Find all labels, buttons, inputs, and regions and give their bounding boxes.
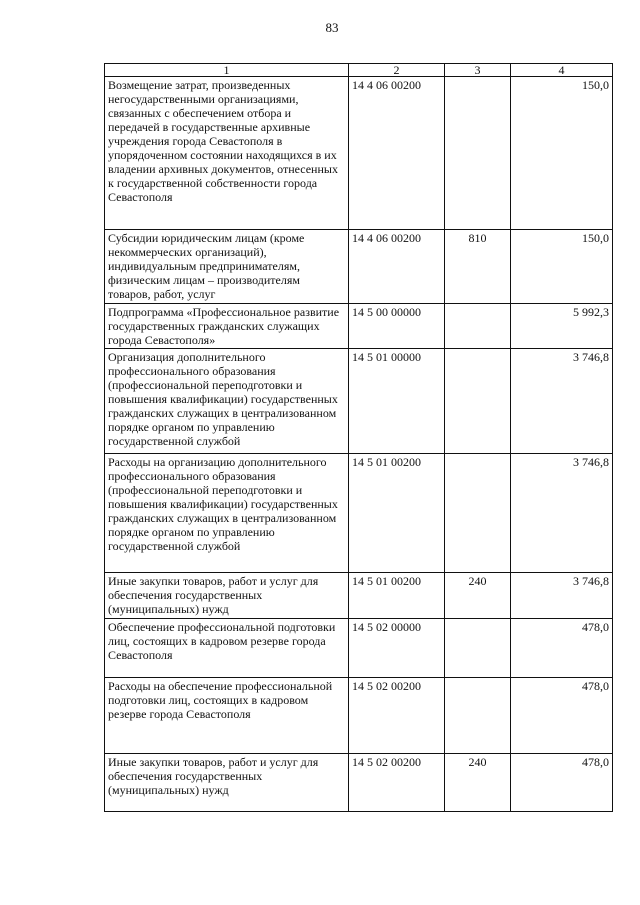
row-name: Иные закупки товаров, работ и услуг для обеспечения государственных (муниципальных) нужд	[105, 573, 349, 619]
row-sum: 3 746,8	[511, 573, 613, 619]
row-kvr: 810	[445, 230, 511, 304]
row-kvr	[445, 619, 511, 678]
row-sum: 478,0	[511, 619, 613, 678]
table-row	[105, 754, 613, 812]
row-kvr: 240	[445, 754, 511, 812]
row-name: Возмещение затрат, произведенных негосударственными организациями, связанных с обеспечением отбора и передачей в государственные архивные учреждения города Севастополя в упорядоченном состоянии находящихся в их владении архивных документов, отнесенных к государственной собственности города Севастополя	[105, 77, 349, 230]
row-code: 14 4 06 00200	[349, 77, 445, 230]
row-sum: 150,0	[511, 230, 613, 304]
table-row	[105, 573, 613, 619]
table-header-row	[105, 64, 613, 77]
row-kvr	[445, 77, 511, 230]
table-row	[105, 304, 613, 349]
column-header: 2	[349, 64, 445, 77]
row-kvr	[445, 678, 511, 754]
column-header: 1	[105, 64, 349, 77]
row-sum: 3 746,8	[511, 349, 613, 454]
row-name: Расходы на обеспечение профессиональной подготовки лиц, состоящих в кадровом резерве города Севастополя	[105, 678, 349, 754]
row-code: 14 5 02 00200	[349, 678, 445, 754]
row-kvr	[445, 304, 511, 349]
row-name: Организация дополнительного профессионального образования (профессиональной переподготовки и повышения квалификации) государственных гражданских служащих в централизованном порядке органом по управлению государственной службой	[105, 349, 349, 454]
row-sum: 150,0	[511, 77, 613, 230]
page-number: 83	[325, 20, 339, 35]
row-code: 14 5 02 00000	[349, 619, 445, 678]
budget-table	[104, 63, 613, 812]
row-kvr	[445, 454, 511, 573]
row-sum: 3 746,8	[511, 454, 613, 573]
row-code: 14 4 06 00200	[349, 230, 445, 304]
table-row	[105, 349, 613, 454]
row-code: 14 5 01 00200	[349, 573, 445, 619]
row-code: 14 5 02 00200	[349, 754, 445, 812]
table-row	[105, 619, 613, 678]
column-header: 4	[511, 64, 613, 77]
table-row	[105, 678, 613, 754]
row-kvr	[445, 349, 511, 454]
row-code: 14 5 01 00000	[349, 349, 445, 454]
row-sum: 478,0	[511, 754, 613, 812]
row-code: 14 5 00 00000	[349, 304, 445, 349]
row-sum: 478,0	[511, 678, 613, 754]
row-name: Иные закупки товаров, работ и услуг для обеспечения государственных (муниципальных) нужд	[105, 754, 349, 812]
row-name: Подпрограмма «Профессиональное развитие государственных гражданских служащих города Севастополя»	[105, 304, 349, 349]
row-sum: 5 992,3	[511, 304, 613, 349]
table-row	[105, 230, 613, 304]
table-row	[105, 77, 613, 230]
row-kvr: 240	[445, 573, 511, 619]
table-row	[105, 454, 613, 573]
row-name: Субсидии юридическим лицам (кроме некоммерческих организаций), индивидуальным предпринимателям, физическим лицам – производителям товаров, работ, услуг	[105, 230, 349, 304]
row-name: Обеспечение профессиональной подготовки лиц, состоящих в кадровом резерве города Севастополя	[105, 619, 349, 678]
row-code: 14 5 01 00200	[349, 454, 445, 573]
column-header: 3	[445, 64, 511, 77]
row-name: Расходы на организацию дополнительного профессионального образования (профессиональной переподготовки и повышения квалификации) государственных гражданских служащих в централизованном порядке органом по управлению государственной службой	[105, 454, 349, 573]
